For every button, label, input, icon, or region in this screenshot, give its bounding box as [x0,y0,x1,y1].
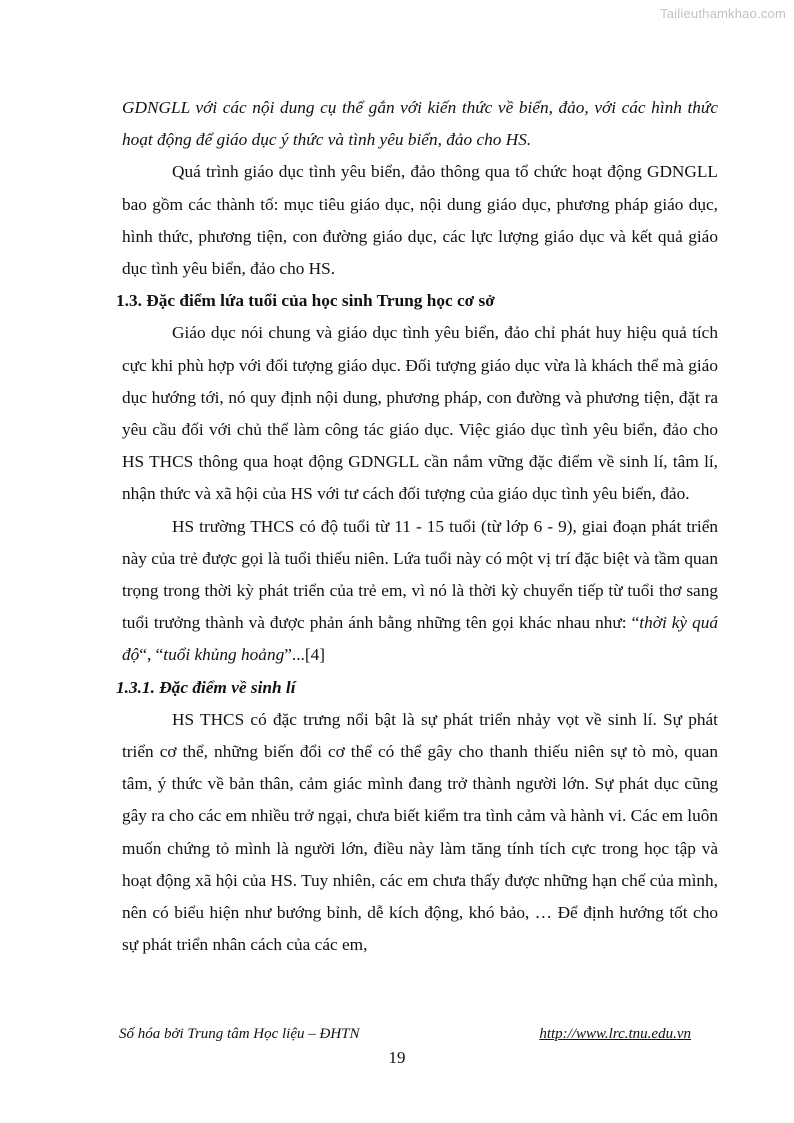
footer-link[interactable]: http://www.lrc.tnu.edu.vn [539,1026,691,1042]
term-transition-period: thời kỳ quá độ [122,613,718,665]
page-body [116,92,718,961]
age-text-mid: “, “ [139,645,164,665]
section-heading-1-3: 1.3. Đặc điểm lứa tuổi của học sinh Trung học cơ sở [116,291,495,311]
age-text-start: HS trường THCS có độ tuổi từ 11 - 15 tuổi (từ lớp 6 - 9), giai đoạn phát triển này của trẻ được gọi là tuổi thiếu niên. Lứa tuổi này có một vị trí đặc biệt và tầm quan trọng trong thời kỳ phát triển của trẻ em, vì nó là thời kỳ chuyển tiếp từ tuổi thơ sang tuổi trưởng thành và được phản ánh bằng những tên gọi khác nhau như: “ [122,516,718,633]
term-crisis-age: tuổi khủng hoảng [163,645,285,665]
page-number: 19 [388,1048,406,1067]
paragraph-education-object: Giáo dục nói chung và giáo dục tình yêu biển, đảo chỉ phát huy hiệu quả tích cực khi phù hợp với đối tượng giáo dục. Đối tượng giáo dục vừa là khách thể mà giáo dục hướng tới, nó quy định nội dung, phương pháp, con đường và phương tiện, đặt ra yêu cầu đối với chủ thể làm công tác giáo dục. Việc giáo dục tình yêu biển, đảo cho HS THCS thông qua hoạt động GDNGLL cần nắm vững đặc điểm về sinh lí, tâm lí, nhận thức và xã hội của HS với tư cách đối tượng của giáo dục tình yêu biển, đảo. [122,323,718,504]
watermark: Tailieuthamkhao.com [660,6,786,21]
paragraph-age-characteristics [122,511,718,672]
footer-source: Số hóa bởi Trung tâm Học liệu – ĐHTN [119,1026,360,1042]
paragraph-physiology: HS THCS có đặc trưng nổi bật là sự phát triển nhảy vọt về sinh lí. Sự phát triển cơ thể, những biến đổi cơ thể có thể gây cho thanh thiếu niên sự tò mò, quan tâm, ý thức về bản thân, cảm giác mình đang trở thành người lớn. Sự phát dục cũng gây ra cho các em nhiều trở ngại, chưa biết kiểm tra tình cảm và hành vi. Các em luôn muốn chứng tỏ mình là người lớn, điều này làm tăng tính tích cực trong học tập và hoạt động xã hội của HS. Tuy nhiên, các em chưa thấy được những hạn chế của mình, nên có biểu hiện như bướng bỉnh, dễ kích động, khó bảo, … Để định hướng tốt cho sự phát triển nhân cách của các em, [122,709,718,955]
paragraph-education-process: Quá trình giáo dục tình yêu biển, đảo thông qua tổ chức hoạt động GDNGLL bao gồm các thành tố: mục tiêu giáo dục, nội dung giáo dục, phương pháp giáo dục, hình thức, phương tiện, con đường giáo dục, các lực lượng giáo dục và kết quả giáo dục tình yêu biển, đảo cho HS. [122,162,718,279]
paragraph-intro-continuation: GDNGLL với các nội dung cụ thể gắn với kiến thức về biển, đảo, với các hình thức hoạt động để giáo dục ý thức và tình yêu biển, đảo cho HS. [122,98,718,150]
age-text-end: ”...[4] [284,645,326,665]
section-heading-1-3-1: 1.3.1. Đặc điểm về sinh lí [116,677,296,697]
